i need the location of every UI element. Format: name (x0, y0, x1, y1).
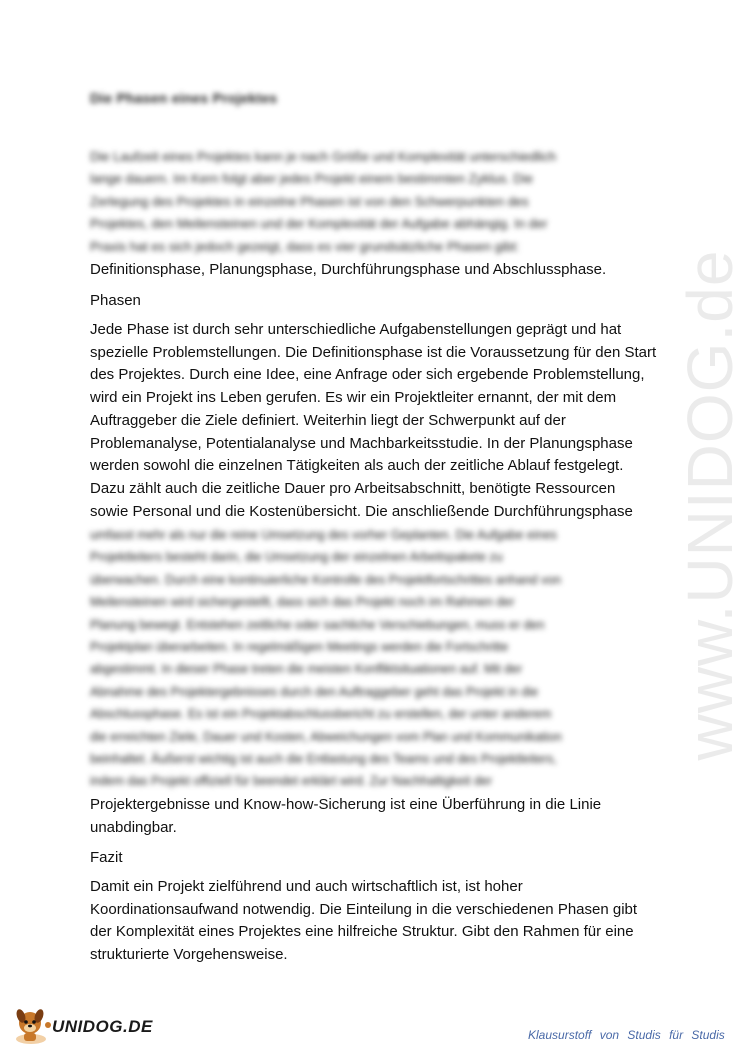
phasen-paragraph-blurred (90, 524, 670, 793)
intro-paragraph-blurred (90, 146, 670, 258)
unidog-logo (12, 1005, 162, 1047)
text-line: Problemanalyse, Potentialanalyse und Machbarkeitsstudie. In der Planungsphase (90, 434, 633, 452)
text-line: Praxis hat es sich jedoch gezeigt, dass es vier grundsätzliche Phasen gibt: (90, 238, 520, 254)
text-line: Koordinationsaufwand notwendig. Die Einteilung in die verschiedenen Phasen gibt (90, 900, 638, 918)
text-line: der Komplexität eines Projektes eine hilfreiche Struktur. Gibt den Rahmen für eine (90, 923, 634, 941)
text-line: Projektes, den Meilensteinen und der Komplexität der Aufgabe abhängig. In der (90, 216, 548, 232)
text-line: indem das Projekt offiziell für beendet erklärt wird. Zur Nachhaltigkeit der (90, 774, 493, 789)
text-line: Meilensteinen wird sichergestellt, dass sich das Projekt noch im Rahmen der (90, 595, 515, 610)
text-line: werden sowohl die einzelnen Tätigkeiten als auch der zeitliche Ablauf festgelegt. (90, 457, 624, 475)
text-line: Projektleiters besteht darin, die Umsetzung der einzelnen Arbeitspakete zu (90, 550, 503, 565)
text-line: Projektergebnisse und Know-how-Sicherung ist eine Überführung in die Linie (90, 796, 602, 813)
text-line: Dazu zählt auch die zeitliche Dauer pro Arbeitsabschnitt, benötigte Ressourcen (90, 479, 616, 497)
text-line: Die Laufzeit eines Projektes kann je nach Größe und Komplexität unterschiedlich (90, 149, 557, 164)
fazit-paragraph (90, 876, 670, 967)
text-line: beinhaltet. Äußerst wichtig ist auch die Entlastung des Teams und des Projektleiters, (90, 752, 557, 767)
text-line: lange dauern. Im Kern folgt aber jedes Projekt einem bestimmten Zyklus. Die (90, 171, 533, 187)
text-line: Auftraggeber die Ziele definiert. Weiterhin liegt der Schwerpunkt auf der (90, 411, 566, 429)
intro-paragraph-end (90, 259, 670, 282)
text-line: Jede Phase ist durch sehr unterschiedliche Aufgabenstellungen geprägt und hat (90, 321, 622, 338)
watermark (645, 249, 750, 761)
dog-mascot-icon (12, 1005, 54, 1047)
section-title-phasen: Phasen (90, 292, 141, 309)
text-line: Planung bewegt. Entstehen zeitliche oder sachliche Verschiebungen, muss er den (90, 617, 545, 632)
text-line: Abnahme des Projektergebnisses durch den Auftraggeber geht das Projekt in die (90, 684, 539, 699)
phasen-paragraph (90, 319, 670, 523)
text-line: überwachen. Durch eine kontinuierliche Kontrolle des Projektfortschrittes anhand von (90, 572, 562, 587)
text-line: spezielle Problemstellungen. Die Definitionsphase ist die Voraussetzung für den Start (90, 343, 657, 361)
text-line: sowie Personal und die Kostenübersicht. Die anschließende Durchführungsphase (90, 502, 633, 520)
text-line: wird ein Projekt ins Leben gerufen. Es wir ein Projektleiter ernannt, der mit dem (90, 389, 617, 407)
phasen-paragraph-end (90, 794, 670, 839)
text-line: des Projektes. Durch eine Idee, eine Anfrage oder sich ergebende Problemstellung, (90, 366, 645, 384)
text-line: Definitionsphase, Planungsphase, Durchführungsphase und Abschlussphase. (90, 261, 607, 278)
text-line: Abschlussphase. Es ist ein Projektabschlussbericht zu erstellen, der unter anderem (90, 707, 552, 722)
footer-slogan: Klausurstoff von Studis für Studis (528, 1028, 725, 1042)
text-line: umfasst mehr als nur die reine Umsetzung des vorher Geplanten. Die Aufgabe eines (90, 528, 557, 542)
logo-text: UNIDOG.DE (52, 1017, 153, 1036)
text-line: unabdingbar. (90, 818, 177, 836)
text-line: abgestimmt. In dieser Phase treten die meisten Konfliktsituationen auf. Mit der (90, 662, 523, 677)
text-line: die erreichten Ziele, Dauer und Kosten, Abweichungen vom Plan und Kommunikation (90, 729, 562, 744)
section-title-fazit: Fazit (90, 849, 123, 866)
text-line: Damit ein Projekt zielführend und auch wirtschaftlich ist, ist hoher (90, 878, 523, 895)
text-line: strukturierte Vorgehensweise. (90, 946, 288, 964)
text-line: Zerlegung des Projektes in einzelne Phasen ist von den Schwerpunkten des (90, 193, 529, 209)
watermark-text: www.UNIDOG.de (674, 249, 746, 761)
text-line: Projektplan überarbeiten. In regelmäßigen Meetings werden die Fortschritte (90, 640, 509, 655)
document-heading: Die Phasen eines Projektes (90, 90, 278, 106)
